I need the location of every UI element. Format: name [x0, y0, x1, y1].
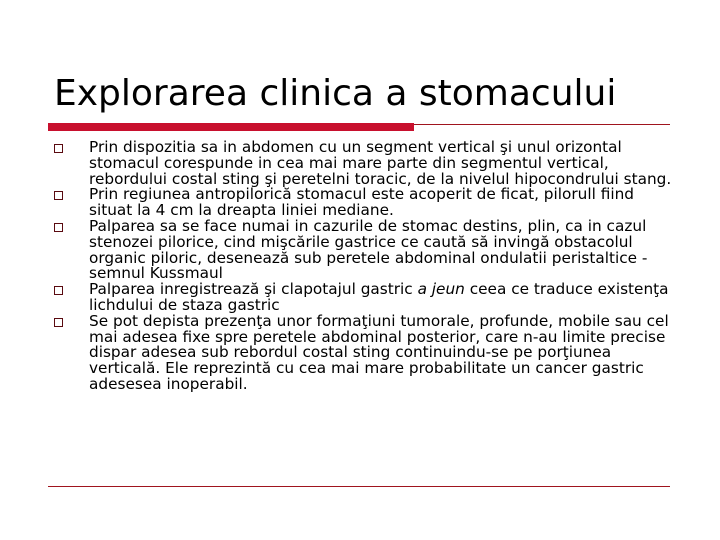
square-bullet-icon — [54, 318, 63, 327]
bottom-divider-line — [48, 486, 670, 487]
bullet-text: Prin regiunea antropilorică stomacul este acoperit de ficat, pilorull fiind situat la 4 cm la dreapta liniei mediane. — [89, 185, 635, 220]
bullet-list — [54, 140, 672, 393]
bullet-item — [54, 282, 672, 314]
bullet-text-italic: a jeun — [417, 280, 465, 299]
slide-title: Explorarea clinica a stomacului — [54, 73, 617, 114]
bullet-item — [54, 140, 672, 187]
square-bullet-icon — [54, 144, 63, 153]
bullet-text: Palparea sa se face numai in cazurile de stomac destins, plin, ca in cazul stenozei pilorice, cind mişcările gastrice ce caută să invingă obstacolul organic piloric, desenează sub peretele abdominal ondulatii peristaltice - semnul Kussmaul — [89, 216, 648, 283]
bullet-item — [54, 311, 672, 393]
title-divider-accent-bar — [48, 123, 414, 131]
square-bullet-icon — [54, 286, 63, 295]
bullet-item — [54, 187, 672, 219]
square-bullet-icon — [54, 191, 63, 200]
bullet-text-after: ceea ce traduce existenţa lichdului de staza gastric — [89, 280, 669, 314]
square-bullet-icon — [54, 223, 63, 232]
bullet-text: Prin dispozitia sa in abdomen cu un segment vertical şi unul orizontal stomacul corespunde in cea mai mare parte din segmentul vertical, rebordului costal sting şi peretelni toracic, de la nivelul hipocondrului stang. — [89, 138, 672, 188]
bullet-text: Se pot depista prezenţa unor formaţiuni tumorale, profunde, mobile sau cel mai adesea fixe spre peretele abdominal posterior, care n-au limite precise dispar adesea sub rebordul costal sting continuindu-se pe porţiunea verticală. Ele reprezintă cu cea mai mare probabilitate un cancer gastric adesesea inoperabil. — [89, 311, 669, 393]
bullet-text-before: Palparea inregistrează şi clapotajul gastric — [89, 280, 418, 299]
bullet-item — [54, 216, 672, 283]
